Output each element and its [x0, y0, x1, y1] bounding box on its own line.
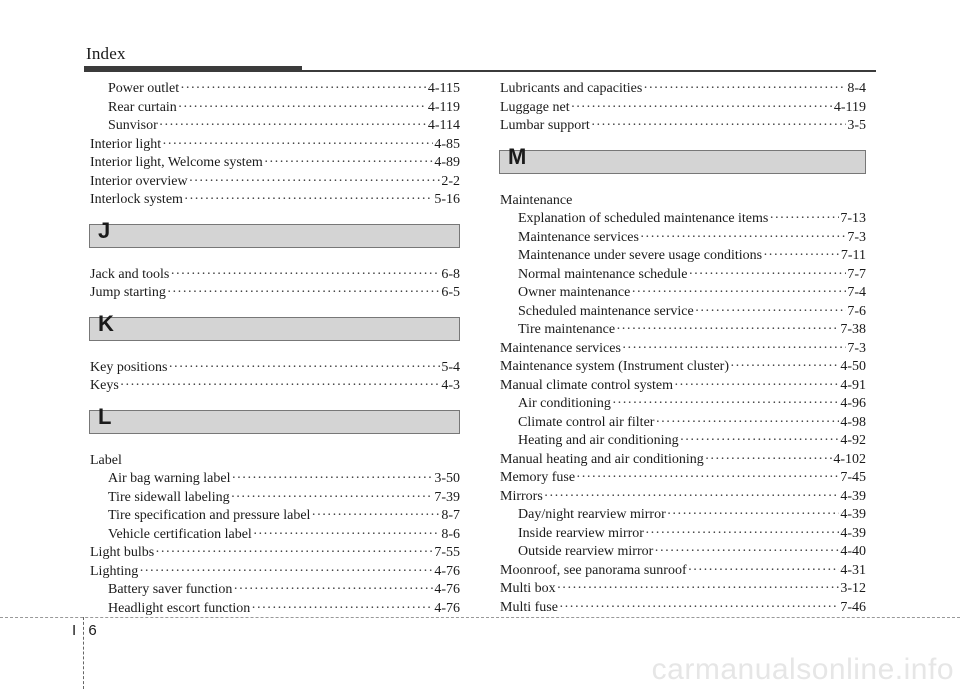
index-entry [500, 506, 866, 525]
entry-page: 7-11 [840, 248, 866, 263]
leader-dots [763, 247, 840, 266]
index-entry [90, 99, 460, 118]
leader-dots [155, 544, 433, 563]
index-entry [500, 599, 866, 618]
entry-text: Tire sidewall labeling [108, 489, 230, 505]
entry-page: 7-13 [840, 211, 866, 226]
leader-dots [184, 191, 433, 210]
index-entry [500, 303, 866, 322]
leader-dots [631, 284, 846, 303]
index-entry [90, 191, 460, 210]
leader-dots [688, 562, 840, 581]
entry-page: 5-4 [441, 359, 460, 375]
entry-page: 3-12 [840, 581, 866, 596]
entry-page: 4-102 [833, 451, 866, 467]
leader-dots [231, 489, 434, 508]
entry-text: Climate control air filter [518, 414, 655, 430]
entry-text: Air bag warning label [108, 471, 231, 486]
leader-dots [645, 525, 839, 544]
index-entry [500, 377, 866, 396]
index-entry [90, 470, 460, 489]
index-entry [90, 154, 460, 173]
index-entry [500, 99, 866, 118]
index-entry [500, 210, 866, 229]
index-entry [500, 80, 866, 99]
entry-page: 4-40 [840, 544, 866, 559]
leader-dots [180, 80, 427, 99]
leader-dots [120, 377, 441, 396]
entry-page: 7-3 [847, 229, 866, 245]
leader-dots [557, 580, 840, 599]
entry-text: Outside rearview mirror [518, 544, 654, 559]
index-entry [90, 117, 460, 136]
leader-dots [705, 451, 833, 470]
entry-page: 4-119 [427, 99, 460, 115]
index-entry [90, 136, 460, 155]
entry-page: 7-4 [847, 285, 866, 300]
index-entry [90, 80, 460, 99]
entry-text: Manual climate control system [500, 377, 674, 393]
header-rule [84, 70, 876, 72]
header-title: Index [86, 44, 126, 63]
entry-text: Headlight escort function [108, 600, 251, 616]
page-num: 6 [88, 622, 97, 639]
leader-dots [622, 340, 846, 359]
index-entry [90, 173, 460, 192]
entry-text: Air conditioning [518, 396, 611, 411]
index-entry [500, 358, 866, 377]
index-entry [500, 247, 866, 266]
leader-dots [695, 303, 847, 322]
entry-page: 7-46 [840, 599, 866, 615]
section-header-k [89, 310, 460, 341]
spacer [90, 210, 460, 216]
entry-text: Lighting [90, 563, 139, 579]
leader-dots [311, 507, 440, 526]
entry-page: 4-119 [833, 99, 866, 115]
entry-text: Interior light [90, 136, 162, 152]
leader-dots [251, 600, 433, 619]
entry-page: 4-114 [427, 118, 460, 133]
entry-page: 7-55 [434, 545, 460, 560]
leader-dots [170, 266, 440, 285]
section-header-m [499, 143, 866, 174]
index-entry [90, 284, 460, 303]
entry-text: Scheduled maintenance service [518, 303, 694, 319]
entry-text: Maintenance services [518, 229, 639, 245]
index-entry [500, 414, 866, 433]
page-section: I [72, 622, 77, 639]
entry-page: 4-31 [840, 562, 866, 578]
footer-divider [0, 617, 960, 618]
entry-page: 4-91 [840, 377, 866, 393]
entry-page: 3-5 [847, 118, 866, 133]
entry-text: Moonroof, see panorama sunroof [500, 562, 687, 578]
entry-text: Maintenance under severe usage conditions [518, 248, 763, 263]
entry-text: Sunvisor [108, 118, 158, 133]
entry-text: Mirrors [500, 488, 543, 504]
index-entry [500, 266, 866, 285]
entry-text: Manual heating and air conditioning [500, 451, 704, 467]
index-entry [500, 543, 866, 562]
entry-page: 4-3 [441, 378, 460, 393]
leader-dots [616, 321, 839, 340]
watermark: carmanualsonline.info [651, 653, 954, 686]
entry-text: Jack and tools [90, 266, 170, 282]
entry-text: Interlock system [90, 192, 183, 207]
entry-page: 4-50 [840, 359, 866, 374]
leader-dots [571, 99, 833, 118]
leader-dots [667, 506, 840, 525]
leader-dots [544, 488, 840, 507]
index-entry [500, 117, 866, 136]
leader-dots [559, 599, 839, 618]
entry-page: 4-115 [427, 81, 460, 96]
entry-page: 4-39 [840, 507, 866, 522]
leader-dots [591, 117, 847, 136]
entry-page: 4-89 [434, 155, 460, 170]
entry-page: 7-3 [847, 340, 866, 356]
entry-page: 7-6 [847, 303, 866, 319]
entry-text: Multi fuse [500, 599, 558, 615]
entry-text: Jump starting [90, 285, 166, 300]
entry-page: 7-39 [434, 489, 460, 505]
leader-dots [253, 526, 441, 545]
entry-page: 2-2 [441, 173, 460, 189]
index-entry [500, 229, 866, 248]
leader-dots [674, 377, 839, 396]
entry-text: Lubricants and capacities [500, 81, 643, 96]
index-entry [90, 266, 460, 285]
leader-dots [139, 563, 433, 582]
entry-page: 4-98 [840, 414, 866, 430]
index-entry [90, 581, 460, 600]
leader-dots [178, 99, 427, 118]
leader-dots [168, 359, 440, 378]
section-letter: M [508, 143, 527, 169]
entry-text: Inside rearview mirror [518, 525, 644, 541]
entry-text: Power outlet [108, 81, 180, 96]
leader-dots [264, 154, 434, 173]
index-entry [500, 395, 866, 414]
leader-dots [162, 136, 433, 155]
entry-page: 4-39 [840, 488, 866, 504]
index-entry [90, 600, 460, 619]
section-header-j [89, 217, 460, 248]
index-entry [90, 544, 460, 563]
index-entry [500, 340, 866, 359]
section-letter: L [98, 403, 112, 429]
leader-dots [231, 470, 433, 489]
entry-text: Key positions [90, 359, 168, 375]
entry-page: 4-39 [840, 525, 866, 541]
entry-text: Keys [90, 378, 119, 393]
entry-page: 7-38 [840, 322, 866, 337]
index-entry [90, 489, 460, 508]
leader-dots [233, 581, 433, 600]
entry-text: Lumbar support [500, 118, 590, 133]
entry-page: 4-76 [434, 563, 460, 579]
index-entry [90, 377, 460, 396]
entry-text: Heating and air conditioning [518, 433, 679, 448]
page-number [72, 622, 97, 639]
leader-dots [730, 358, 839, 377]
leader-dots [612, 395, 839, 414]
leader-dots [655, 414, 839, 433]
index-heading: Maintenance [500, 192, 573, 208]
entry-page: 5-16 [434, 192, 460, 207]
entry-page: 6-8 [441, 266, 460, 282]
entry-text: Light bulbs [90, 545, 155, 560]
index-entry [90, 563, 460, 582]
entry-text: Memory fuse [500, 470, 576, 485]
entry-text: Multi box [500, 581, 556, 596]
leader-dots [769, 210, 839, 229]
index-entry [500, 525, 866, 544]
entry-page: 4-85 [434, 136, 460, 152]
leader-dots [189, 173, 441, 192]
leader-dots [576, 469, 839, 488]
entry-text: Maintenance system (Instrument cluster) [500, 359, 729, 374]
index-entry [500, 432, 866, 451]
entry-page: 8-7 [441, 508, 460, 523]
spacer [90, 303, 460, 309]
entry-page: 4-92 [840, 433, 866, 448]
entry-text: Interior overview [90, 173, 188, 189]
entry-text: Tire maintenance [518, 322, 616, 337]
leader-dots [654, 543, 839, 562]
entry-text: Vehicle certification label [108, 526, 252, 542]
leader-dots [167, 284, 440, 303]
entry-text: Luggage net [500, 99, 570, 115]
entry-text: Maintenance services [500, 340, 621, 356]
spacer [500, 136, 866, 142]
index-entry [500, 580, 866, 599]
section-header-l [89, 403, 460, 434]
section-letter: J [98, 217, 111, 243]
entry-page: 3-50 [434, 471, 460, 486]
entry-text: Owner maintenance [518, 285, 631, 300]
section-letter: K [98, 310, 114, 336]
index-entry [90, 359, 460, 378]
entry-page: 4-76 [434, 600, 460, 616]
entry-text: Normal maintenance schedule [518, 266, 688, 282]
entry-text: Explanation of scheduled maintenance items [518, 211, 769, 226]
index-entry [500, 321, 866, 340]
spacer [90, 396, 460, 402]
index-entry [500, 469, 866, 488]
leader-dots [640, 229, 846, 248]
left-column [90, 80, 460, 618]
leader-dots [680, 432, 840, 451]
entry-text: Interior light, Welcome system [90, 155, 263, 170]
entry-text: Tire specification and pressure label [108, 508, 311, 523]
entry-page: 8-4 [847, 81, 866, 96]
index-heading: Label [90, 452, 122, 468]
entry-page: 4-96 [840, 396, 866, 411]
entry-text: Day/night rearview mirror [518, 507, 666, 522]
entry-text: Battery saver function [108, 582, 233, 597]
leader-dots [643, 80, 846, 99]
index-entry [500, 451, 866, 470]
entry-page: 4-76 [434, 582, 460, 597]
index-entry [500, 488, 866, 507]
entry-page: 7-45 [840, 470, 866, 485]
entry-page: 8-6 [441, 526, 460, 542]
entry-page: 7-7 [847, 266, 866, 282]
index-entry [500, 562, 866, 581]
right-column [500, 80, 866, 617]
entry-text: Rear curtain [108, 99, 177, 115]
index-entry [500, 284, 866, 303]
leader-dots [159, 117, 427, 136]
leader-dots [688, 266, 846, 285]
index-entry [90, 507, 460, 526]
index-entry [90, 526, 460, 545]
entry-page: 6-5 [441, 285, 460, 300]
